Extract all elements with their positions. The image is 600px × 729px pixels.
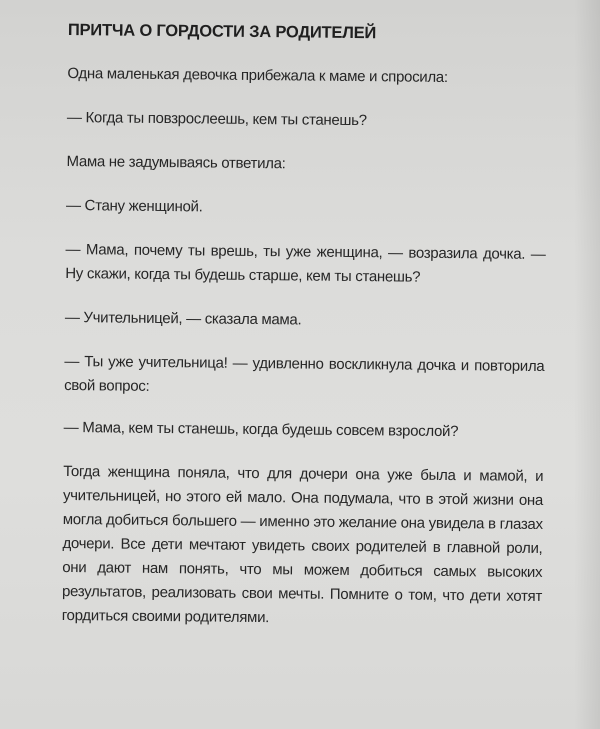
paragraph-5: — Мама, почему ты врешь, ты уже женщина, — возразила дочка. — Ну скажи, когда ты будешь старше, кем ты станешь? <box>65 240 546 286</box>
parable-title: ПРИТЧА О ГОРДОСТИ ЗА РОДИТЕЛЕЙ <box>67 20 377 43</box>
paragraph-6: — Учительницей, — сказала мама. <box>64 308 302 329</box>
paragraph-7: — Ты уже учительница! — удивленно воскликнула дочка и повторила свой вопрос: <box>64 352 545 395</box>
page-text <box>61 18 548 653</box>
paragraph-3: Мама не задумываясь ответила: <box>66 152 286 173</box>
paragraph-2: — Когда ты повзрослеешь, кем ты станешь? <box>66 108 367 130</box>
paragraph-9: Тогда женщина поняла, что для дочери она уже была и мамой, и учительницей, но этого ей мало. Она подумала, что в этой жизни она могла добиться большего — именно это желание она увидела в глазах дочери. Все дети мечтают увидеть своих родителей в главной роли, они дают нам понять, что мы можем добиться самых высоких результатов, реализовать свои мечты. Помните о том, что дети хотят гордиться своими родителями. <box>61 462 544 627</box>
paragraph-4: — Стану женщиной. <box>65 196 203 216</box>
paragraph-8: — Мама, кем ты станешь, когда будешь совсем взрослой? <box>63 418 459 441</box>
paragraph-1: Одна маленькая девочка прибежала к маме и спросила: <box>67 64 448 86</box>
